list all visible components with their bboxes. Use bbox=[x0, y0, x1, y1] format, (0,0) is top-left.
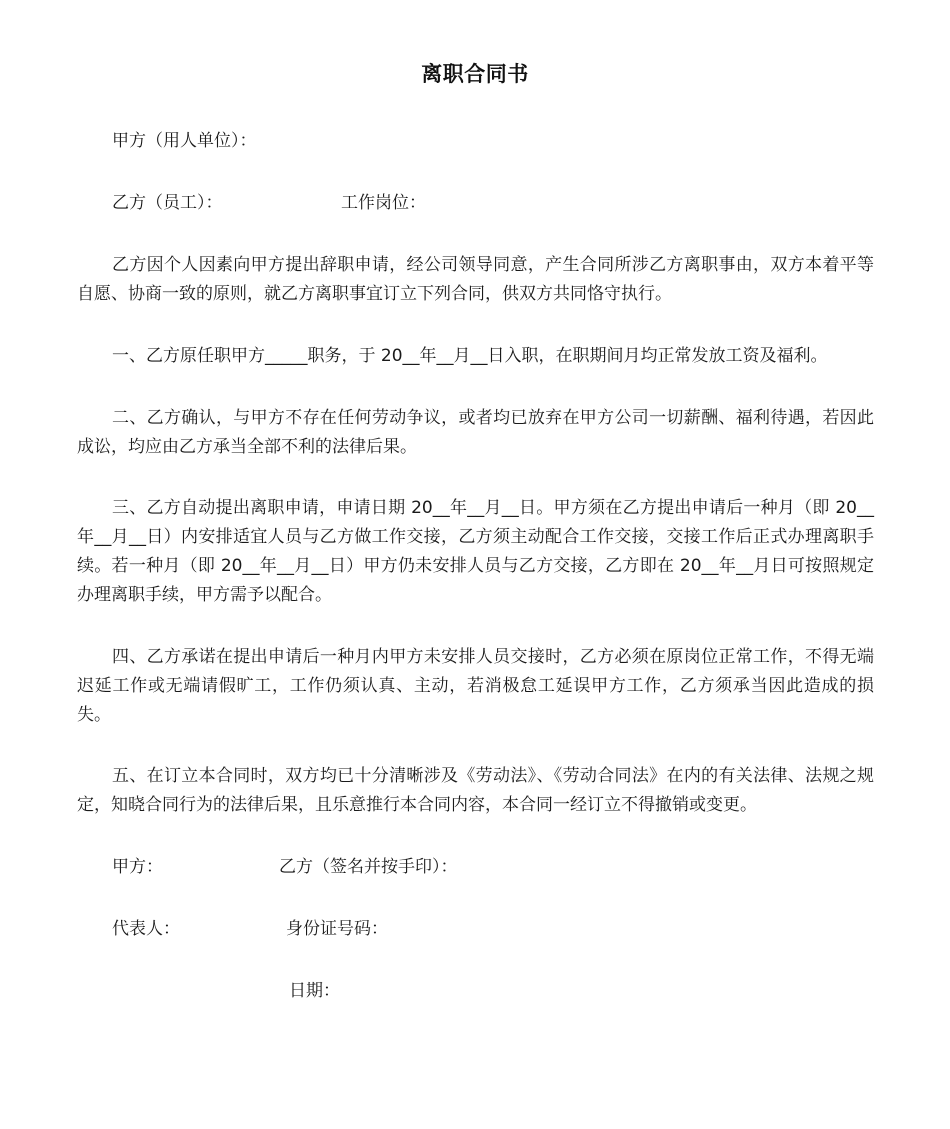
signature-party-b: 乙方（签名并按手印）： bbox=[279, 857, 458, 877]
signature-representative: 代表人： bbox=[112, 919, 180, 939]
clause-4: 四、乙方承诺在提出申请后一种月内甲方未安排人员交接时，乙方必须在原岗位正常工作，不得无端迟延工作或无端请假旷工，工作仍须认真、主动，若消极怠工延误甲方工作，乙方须承当因此造成的损失。 bbox=[77, 647, 874, 725]
intro-paragraph: 乙方因个人因素向甲方提出辞职申请，经公司领导同意，产生合同所涉乙方离职事由，双方本着平等自愿、协商一致的原则，就乙方离职事宜订立下列合同，供双方共同恪守执行。 bbox=[77, 255, 874, 304]
clause-5: 五、在订立本合同时，双方均已十分清晰涉及《劳动法》、《劳动合同法》在内的有关法律、法规之规定，知晓合同行为的法律后果，且乐意推行本合同内容，本合同一经订立不得撤销或变更。 bbox=[77, 766, 874, 815]
signature-date: 日期： bbox=[289, 981, 340, 1001]
signature-party-a: 甲方： bbox=[112, 857, 163, 877]
position-label: 工作岗位： bbox=[341, 193, 426, 213]
document-title: 离职合同书 bbox=[421, 62, 529, 86]
party-b-label: 乙方（员工）： bbox=[112, 193, 223, 213]
signature-id-number: 身份证号码： bbox=[286, 919, 388, 939]
clause-1: 一、乙方原任职甲方_____职务，于 20__年__月__日入职，在职期间月均正常发放工资及福利。 bbox=[112, 346, 828, 366]
clause-3: 三、乙方自动提出离职申请，申请日期 20__年__月__日。甲方须在乙方提出申请后一种月（即 20__年__月__日）内安排适宜人员与乙方做工作交接，乙方须主动配合工作交接，交接工作后正式办理离职手续。若一种月（即 20__年__月__日）甲方仍未安排人员与乙方交接，乙方即在 20__年__月日可按照规定办理离职手续，甲方需予以配合。 bbox=[77, 498, 874, 605]
clause-2: 二、乙方确认，与甲方不存在任何劳动争议，或者均已放弃在甲方公司一切薪酬、福利待遇，若因此成讼，均应由乙方承当全部不利的法律后果。 bbox=[77, 408, 874, 457]
party-a-label: 甲方（用人单位）： bbox=[112, 131, 257, 151]
